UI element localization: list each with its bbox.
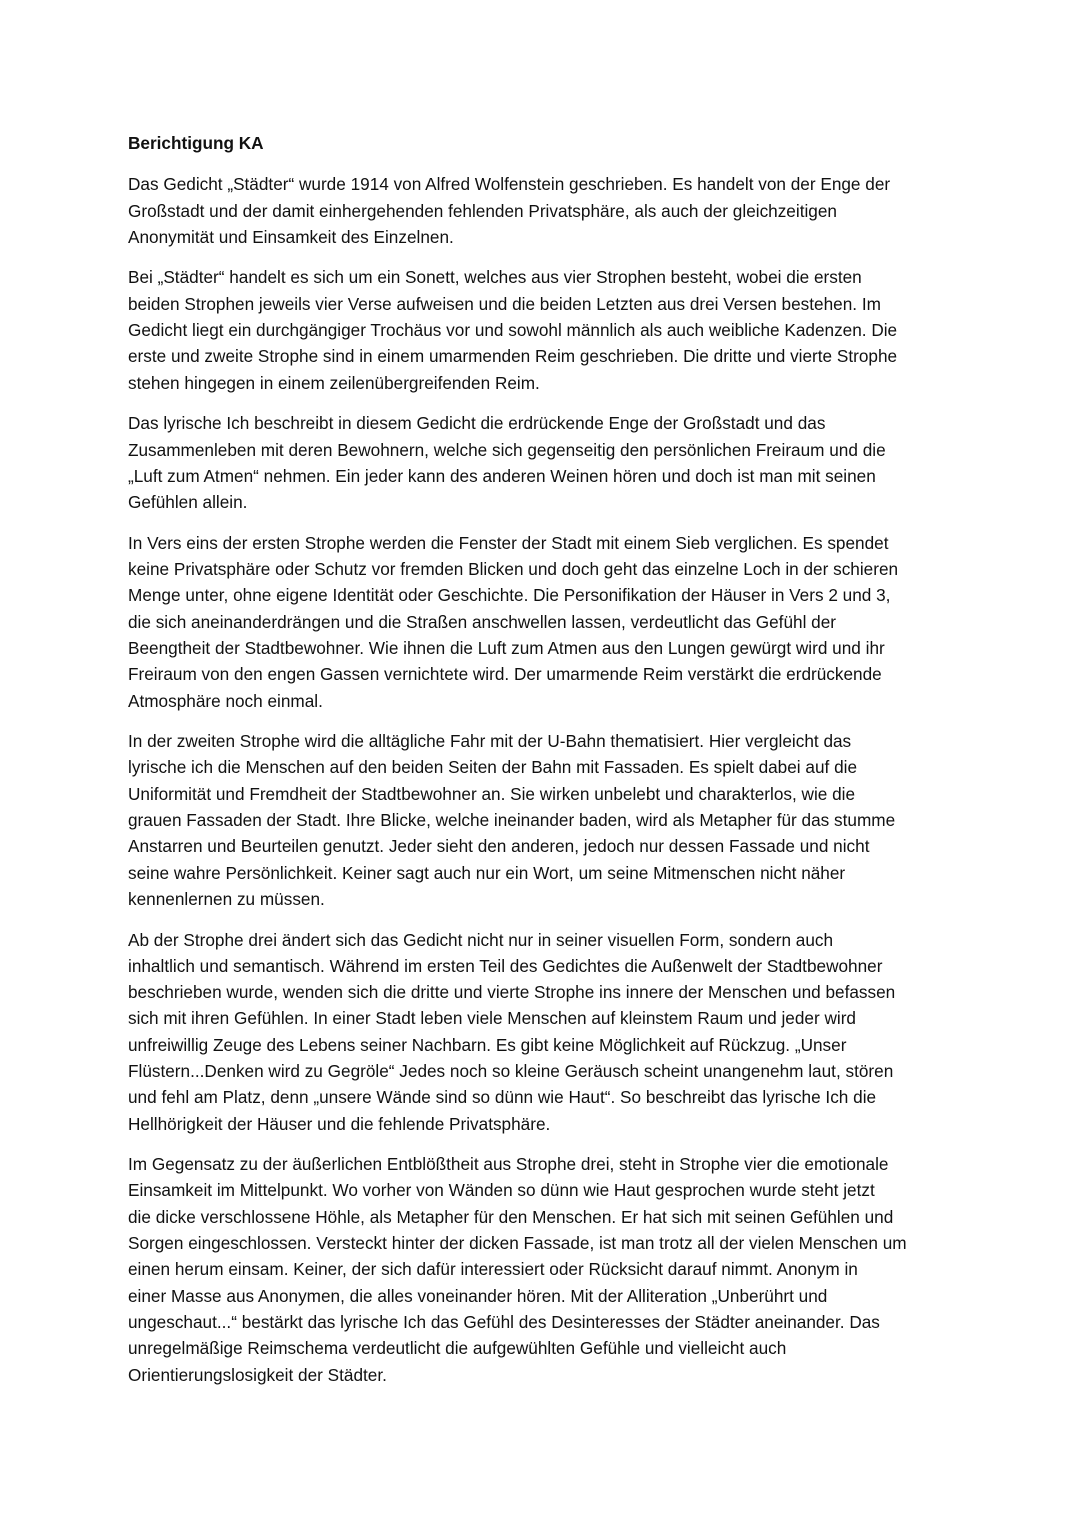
paragraph-line: beschrieben wurde, wenden sich die dritte und vierte Strophe ins innere der Menschen und befassen: [128, 982, 896, 1003]
document-body: [128, 130, 956, 1402]
paragraph-line: Das Gedicht „Städter“ wurde 1914 von Alfred Wolfenstein geschrieben. Es handelt von der Enge der: [128, 174, 891, 195]
paragraph-line: sich mit ihren Gefühlen. In einer Stadt leben viele Menschen auf kleinstem Raum und jeder wird: [128, 1008, 856, 1029]
paragraph-line: die dicke verschlossene Höhle, als Metapher für den Menschen. Er hat sich mit seinen Gefühlen und: [128, 1206, 894, 1227]
paragraph-line: Anstarren und Beurteilen genutzt. Jeder sieht den anderen, jedoch nur dessen Fassade und nicht: [128, 836, 870, 857]
paragraph-line: Gefühlen allein.: [128, 492, 248, 513]
paragraph-line: grauen Fassaden der Stadt. Ihre Blicke, welche ineinander baden, wird als Metapher für das stumme: [128, 810, 896, 831]
paragraph-line: keine Privatsphäre oder Schutz vor fremden Blicken und doch geht das einzelne Loch in der schieren: [128, 559, 899, 580]
paragraph-line: Menge unter, ohne eigene Identität oder Geschichte. Die Personifikation der Häuser in Vers 2 und 3,: [128, 585, 891, 606]
document-title: Berichtigung KA: [128, 133, 264, 153]
paragraph-line: ungeschaut...“ bestärkt das lyrische Ich das Gefühl des Desinteresses der Städter aneinander. Das: [128, 1311, 880, 1332]
paragraph-line: Ab der Strophe drei ändert sich das Gedicht nicht nur in seiner visuellen Form, sondern auch: [128, 929, 834, 950]
paragraph-line: unfreiwillig Zeuge des Lebens seiner Nachbarn. Es gibt keine Möglichkeit auf Rückzug. „Unser: [128, 1034, 847, 1055]
paragraph-line: Im Gegensatz zu der äußerlichen Entblößtheit aus Strophe drei, steht in Strophe vier die emotionale: [128, 1154, 889, 1175]
paragraph-line: In der zweiten Strophe wird die alltägliche Fahr mit der U-Bahn thematisiert. Hier vergleicht das: [128, 731, 852, 752]
paragraph-line: erste und zweite Strophe sind in einem umarmenden Reim geschrieben. Die dritte und vierte Strophe: [128, 346, 898, 367]
paragraph-line: Einsamkeit im Mittelpunkt. Wo vorher von Wänden so dünn wie Haut gesprochen wurde steht jetzt: [128, 1180, 875, 1201]
paragraph-line: Uniformität und Fremdheit der Stadtbewohner an. Sie wirken unbelebt und charakterlos, wie die: [128, 783, 856, 804]
paragraph: [128, 530, 956, 714]
paragraph-line: „Luft zum Atmen“ nehmen. Ein jeder kann des anderen Weinen hören und doch ist man mit seinen: [128, 465, 876, 486]
paragraph-line: inhaltlich und semantisch. Während im ersten Teil des Gedichtes die Außenwelt der Stadtbewohner: [128, 955, 883, 976]
paragraph-line: beiden Strophen jeweils vier Verse aufweisen und die beiden Letzten aus drei Versen bestehen. Im: [128, 293, 881, 314]
paragraph-line: Sorgen eingeschlossen. Versteckt hinter der dicken Fassade, ist man trotz all der vielen Menschen um: [128, 1233, 907, 1254]
paragraph-line: Atmosphäre noch einmal.: [128, 690, 323, 711]
paragraph-line: Hellhörigkeit der Häuser und die fehlende Privatsphäre.: [128, 1113, 551, 1134]
paragraph-line: und fehl am Platz, denn „unsere Wände sind so dünn wie Haut“. So beschreibt das lyrische Ich die: [128, 1087, 877, 1108]
paragraph: [128, 728, 956, 912]
paragraph: [128, 264, 956, 395]
paragraph-line: einer Masse aus Anonymen, die alles voneinander hören. Mit der Alliteration „Unberührt und: [128, 1285, 828, 1306]
paragraph-line: Anonymität und Einsamkeit des Einzelnen.: [128, 226, 454, 247]
paragraph-line: Gedicht liegt ein durchgängiger Trochäus vor und sowohl männlich als auch weibliche Kadenzen. Die: [128, 320, 898, 341]
paragraph-line: Großstadt und der damit einhergehenden fehlenden Privatsphäre, als auch der gleichzeitigen: [128, 200, 837, 221]
paragraph: [128, 927, 956, 1137]
paragraph-list: [128, 171, 956, 1388]
paragraph-line: Flüstern...Denken wird zu Gegröle“ Jedes noch so kleine Geräusch scheint unangenehm laut, stören: [128, 1060, 894, 1081]
paragraph-line: unregelmäßige Reimschema verdeutlicht die aufgewühlten Gefühle und vielleicht auch: [128, 1338, 787, 1359]
paragraph-line: Bei „Städter“ handelt es sich um ein Sonett, welches aus vier Strophen besteht, wobei die ersten: [128, 267, 862, 288]
paragraph-line: seine wahre Persönlichkeit. Keiner sagt auch nur ein Wort, um seine Mitmenschen nicht näher: [128, 862, 846, 883]
paragraph-line: Das lyrische Ich beschreibt in diesem Gedicht die erdrückende Enge der Großstadt und das: [128, 413, 826, 434]
paragraph-line: In Vers eins der ersten Strophe werden die Fenster der Stadt mit einem Sieb verglichen. Es spendet: [128, 532, 889, 553]
paragraph-line: Freiraum von den engen Gassen vernichtete wird. Der umarmende Reim verstärkt die erdrückende: [128, 664, 882, 685]
paragraph-line: die sich aneinanderdrängen und die Straßen anschwellen lassen, verdeutlicht das Gefühl der: [128, 611, 837, 632]
paragraph-line: lyrische ich die Menschen auf den beiden Seiten der Bahn mit Fassaden. Es spielt dabei auf die: [128, 757, 858, 778]
paragraph: [128, 1151, 956, 1388]
paragraph-line: einen herum einsam. Keiner, der sich dafür interessiert oder Rücksicht darauf nimmt. Anonym in: [128, 1259, 858, 1280]
paragraph-line: Beengtheit der Stadtbewohner. Wie ihnen die Luft zum Atmen aus den Lungen gewürgt wird und ihr: [128, 637, 885, 658]
paragraph-line: Zusammenleben mit deren Bewohnern, welche sich gegenseitig den persönlichen Freiraum und die: [128, 439, 886, 460]
paragraph-line: stehen hingegen in einem zeilenübergreifenden Reim.: [128, 372, 540, 393]
paragraph-line: kennenlernen zu müssen.: [128, 888, 325, 909]
paragraph: [128, 171, 956, 250]
paragraph-line: Orientierungslosigkeit der Städter.: [128, 1364, 387, 1385]
paragraph: [128, 410, 956, 515]
